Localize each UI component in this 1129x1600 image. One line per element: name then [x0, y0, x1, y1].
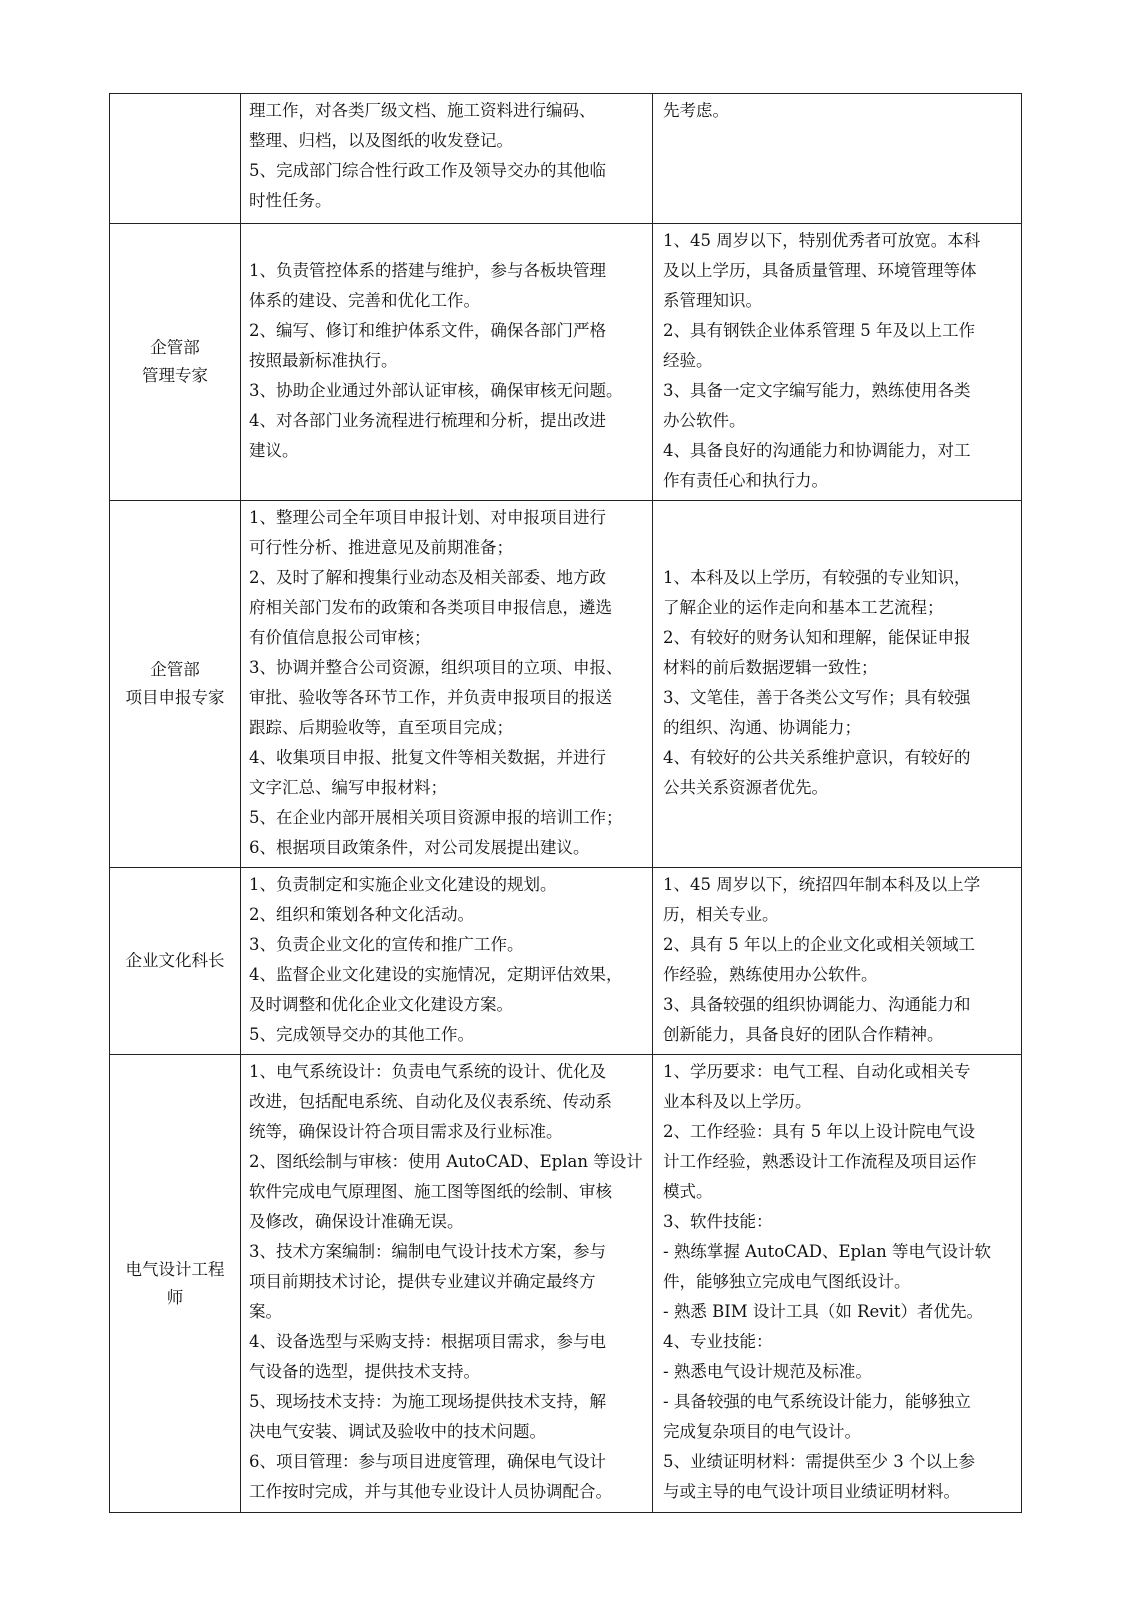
- requirement-line: 3、软件技能：: [663, 1212, 773, 1231]
- responsibility-line: 2、组织和策划各种文化活动。: [249, 905, 474, 924]
- responsibility-line: 项目前期技术讨论，提供专业建议并确定最终方: [249, 1272, 596, 1291]
- responsibility-line: 4、收集项目申报、批复文件等相关数据，并进行: [249, 748, 606, 767]
- position-cell: [110, 868, 241, 1055]
- responsibility-line: 3、协调并整合公司资源，组织项目的立项、申报、: [249, 658, 623, 677]
- requirement-line: 创新能力，具备良好的团队合作精神。: [663, 1025, 944, 1044]
- requirement-line: 4、有较好的公共关系维护意识，有较好的: [663, 748, 971, 767]
- responsibility-line: 4、设备选型与采购支持：根据项目需求，参与电: [249, 1332, 606, 1351]
- position-line: 电气设计工程: [125, 1259, 225, 1279]
- responsibility-line: 5、现场技术支持：为施工现场提供技术支持，解: [249, 1392, 606, 1411]
- requirements-cell: [653, 224, 1022, 501]
- responsibility-line: 有价值信息报公司审核；: [249, 628, 431, 647]
- responsibility-line: 整理、归档，以及图纸的收发登记。: [249, 131, 513, 150]
- requirement-line: 2、有较好的财务认知和理解，能保证申报: [663, 628, 971, 647]
- responsibility-line: 府相关部门发布的政策和各类项目申报信息，遴选: [249, 598, 612, 617]
- table-row: [110, 1055, 1022, 1513]
- responsibility-line: 体系的建设、完善和优化工作。: [249, 291, 480, 310]
- responsibility-line: 软件完成电气原理图、施工图等图纸的绘制、审核: [249, 1182, 612, 1201]
- responsibility-line: 按照最新标准执行。: [249, 351, 398, 370]
- responsibility-line: 3、协助企业通过外部认证审核，确保审核无问题。: [249, 381, 623, 400]
- responsibilities-cell: [241, 224, 653, 501]
- requirement-line: 3、具备一定文字编写能力，熟练使用各类: [663, 381, 971, 400]
- requirements-cell: [653, 868, 1022, 1055]
- requirement-line: 3、文笔佳，善于各类公文写作；具有较强: [663, 688, 971, 707]
- position-line: 企管部: [150, 338, 200, 357]
- responsibility-line: 6、项目管理：参与项目进度管理，确保电气设计: [249, 1452, 606, 1471]
- responsibility-line: 文字汇总、编写申报材料；: [249, 778, 447, 797]
- requirement-line: 2、具有钢铁企业体系管理 5 年及以上工作: [663, 321, 975, 340]
- responsibility-line: 2、图纸绘制与审核：使用 AutoCAD、Eplan 等设计: [249, 1152, 643, 1171]
- responsibility-line: 及修改，确保设计准确无误。: [249, 1212, 464, 1231]
- table-row: [110, 501, 1022, 868]
- responsibility-line: 3、技术方案编制：编制电气设计技术方案，参与: [249, 1242, 606, 1261]
- responsibilities-cell: [241, 868, 653, 1055]
- responsibility-line: 建议。: [249, 441, 299, 460]
- responsibility-line: 时性任务。: [249, 191, 332, 210]
- requirement-line: 的组织、沟通、协调能力；: [663, 718, 861, 737]
- requirement-line: 历，相关专业。: [663, 905, 779, 924]
- position-line: 管理专家: [142, 366, 208, 385]
- responsibility-line: 1、电气系统设计：负责电气系统的设计、优化及: [249, 1062, 606, 1081]
- requirement-line: 作有责任心和执行力。: [663, 471, 828, 490]
- position-cell: [110, 501, 241, 868]
- requirement-line: 材料的前后数据逻辑一致性；: [663, 658, 878, 677]
- responsibility-line: 1、整理公司全年项目申报计划、对申报项目进行: [249, 508, 606, 527]
- position-line: 企业文化科长: [125, 951, 225, 970]
- responsibility-line: 5、在企业内部开展相关项目资源申报的培训工作；: [249, 808, 623, 827]
- table-row: [110, 868, 1022, 1055]
- requirement-line: - 熟练掌握 AutoCAD、Eplan 等电气设计软: [663, 1242, 992, 1261]
- responsibility-line: 4、对各部门业务流程进行梳理和分析，提出改进: [249, 411, 606, 430]
- responsibilities-cell: [241, 501, 653, 868]
- requirement-line: 经验。: [663, 351, 713, 370]
- requirements-cell: [653, 94, 1022, 224]
- requirement-line: 作经验，熟练使用办公软件。: [663, 965, 878, 984]
- requirement-line: 公共关系资源者优先。: [663, 778, 828, 797]
- position-cell: [110, 1055, 241, 1513]
- table-body: [110, 94, 1022, 1513]
- requirement-line: 1、本科及以上学历，有较强的专业知识，: [663, 568, 971, 587]
- responsibility-line: 1、负责管控体系的搭建与维护，参与各板块管理: [249, 261, 606, 280]
- job-requirements-table: [109, 93, 1022, 1513]
- requirements-cell: [653, 501, 1022, 868]
- responsibility-line: 审批、验收等各环节工作，并负责申报项目的报送: [249, 688, 612, 707]
- responsibility-line: 6、根据项目政策条件，对公司发展提出建议。: [249, 838, 590, 857]
- position-line: 企管部: [150, 660, 200, 679]
- requirement-line: - 熟悉电气设计规范及标准。: [663, 1362, 872, 1381]
- responsibility-line: 案。: [249, 1302, 282, 1321]
- requirement-line: 1、学历要求：电气工程、自动化或相关专: [663, 1062, 971, 1081]
- responsibility-line: 5、完成部门综合性行政工作及领导交办的其他临: [249, 161, 606, 180]
- responsibility-line: 及时调整和优化企业文化建设方案。: [249, 995, 513, 1014]
- responsibilities-cell: [241, 1055, 653, 1513]
- responsibility-line: 3、负责企业文化的宣传和推广工作。: [249, 935, 524, 954]
- requirement-line: 计工作经验，熟悉设计工作流程及项目运作: [663, 1152, 977, 1171]
- requirement-line: 先考虑。: [663, 101, 729, 120]
- responsibility-line: 5、完成领导交办的其他工作。: [249, 1025, 474, 1044]
- requirement-line: 1、45 周岁以下，统招四年制本科及以上学: [663, 875, 981, 894]
- requirements-cell: [653, 1055, 1022, 1513]
- responsibilities-cell: [241, 94, 653, 224]
- responsibility-line: 2、编写、修订和维护体系文件，确保各部门严格: [249, 321, 606, 340]
- requirement-line: 与或主导的电气设计项目业绩证明材料。: [663, 1482, 960, 1501]
- responsibility-line: 气设备的选型，提供技术支持。: [249, 1362, 480, 1381]
- responsibility-line: 跟踪、后期验收等，直至项目完成；: [249, 718, 513, 737]
- position-cell: [110, 94, 241, 224]
- requirement-line: 系管理知识。: [663, 291, 762, 310]
- requirement-line: 4、专业技能：: [663, 1332, 773, 1351]
- position-line: 师: [166, 1287, 184, 1307]
- table-row: [110, 224, 1022, 501]
- requirement-line: 模式。: [663, 1182, 713, 1201]
- requirement-line: 办公软件。: [663, 411, 746, 430]
- responsibility-line: 理工作，对各类厂级文档、施工资料进行编码、: [249, 101, 596, 120]
- requirement-line: - 熟悉 BIM 设计工具（如 Revit）者优先。: [663, 1302, 984, 1321]
- responsibility-line: 1、负责制定和实施企业文化建设的规划。: [249, 875, 557, 894]
- responsibility-line: 工作按时完成，并与其他专业设计人员协调配合。: [249, 1482, 612, 1501]
- position-cell: [110, 224, 241, 501]
- responsibility-line: 可行性分析、推进意见及前期准备；: [249, 538, 513, 557]
- requirement-line: 了解企业的运作走向和基本工艺流程；: [663, 598, 944, 617]
- requirement-line: 3、具备较强的组织协调能力、沟通能力和: [663, 995, 971, 1014]
- responsibility-line: 4、监督企业文化建设的实施情况，定期评估效果，: [249, 965, 623, 984]
- requirement-line: 件，能够独立完成电气图纸设计。: [663, 1272, 911, 1291]
- requirement-line: 业本科及以上学历。: [663, 1092, 812, 1111]
- requirement-line: 2、工作经验：具有 5 年以上设计院电气设: [663, 1122, 975, 1141]
- responsibility-line: 改进，包括配电系统、自动化及仪表系统、传动系: [249, 1092, 612, 1111]
- requirement-line: 2、具有 5 年以上的企业文化或相关领域工: [663, 935, 975, 954]
- requirement-line: 4、具备良好的沟通能力和协调能力，对工: [663, 441, 971, 460]
- responsibility-line: 决电气安装、调试及验收中的技术问题。: [249, 1422, 546, 1441]
- requirement-line: 1、45 周岁以下，特别优秀者可放宽。本科: [663, 231, 981, 250]
- requirement-line: 及以上学历，具备质量管理、环境管理等体: [663, 261, 977, 280]
- responsibility-line: 统等，确保设计符合项目需求及行业标准。: [249, 1122, 563, 1141]
- requirement-line: - 具备较强的电气系统设计能力，能够独立: [663, 1392, 971, 1411]
- table-row: [110, 94, 1022, 224]
- requirement-line: 5、业绩证明材料：需提供至少 3 个以上参: [663, 1452, 975, 1471]
- responsibility-line: 2、及时了解和搜集行业动态及相关部委、地方政: [249, 568, 606, 587]
- position-line: 项目申报专家: [125, 688, 225, 707]
- requirement-line: 完成复杂项目的电气设计。: [663, 1422, 861, 1441]
